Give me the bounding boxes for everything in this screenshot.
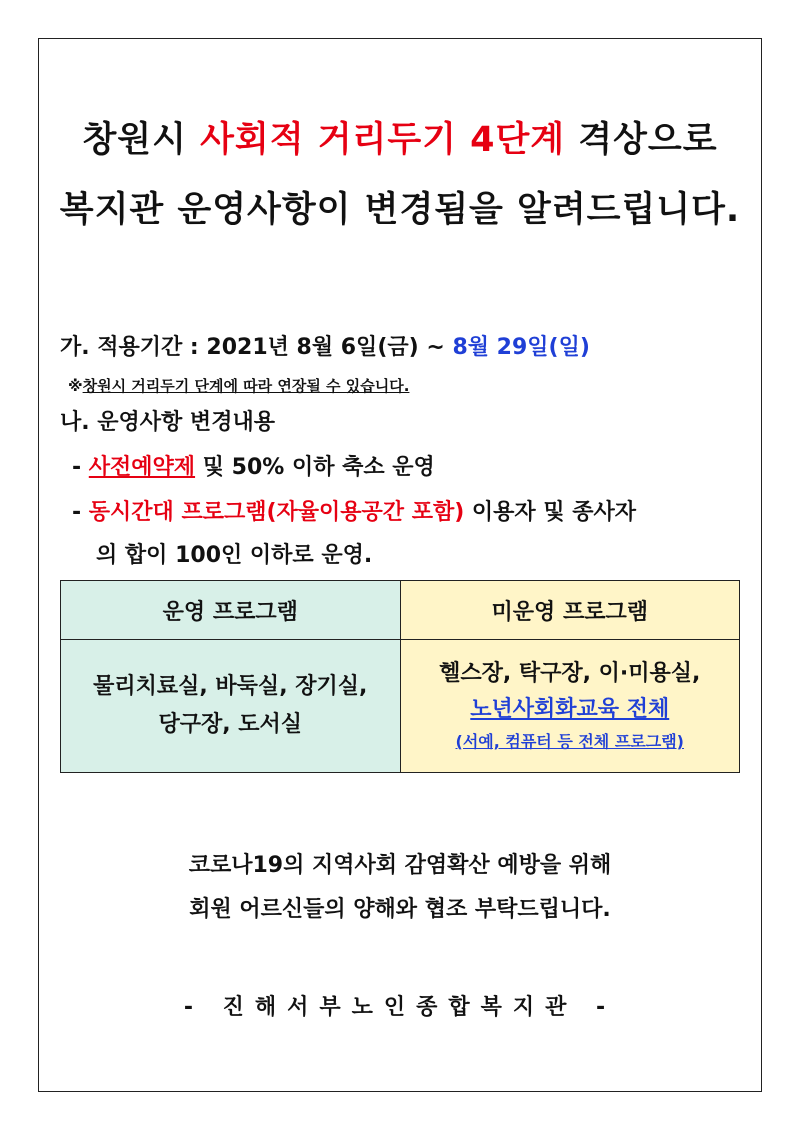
period-note [68,375,409,396]
change-item-capacity [72,495,636,526]
suspended-header: 미운영 프로그램 [400,581,740,640]
suspended-line: 헬스장, 탁구장, 이·미용실, [439,661,701,686]
change-item-reservation [72,450,435,481]
bullet-dash: - [72,455,89,480]
note-mark: ※ [68,377,83,395]
suspended-cell [400,640,740,773]
operating-cell [61,640,401,773]
capacity-highlight: 동시간대 프로그램(자율이용공간 포함) [88,500,465,525]
operating-line: 물리치료실, 바둑실, 장기실, [93,674,368,699]
note-text: 창원시 거리두기 단계에 따라 연장될 수 있습니다. [82,377,410,395]
capacity-rest: 이용자 및 종사자 [464,500,637,525]
bullet-dash: - [72,500,89,525]
heading-line-1 [0,112,800,162]
closing-line-1: 코로나19의 지역사회 감염확산 예방을 위해 [188,853,612,878]
period-end-date: 8월 29일(일) [452,335,590,360]
signature: - 진해서부노인종합복지관 - [183,995,617,1020]
suspended-education: 노년사회화교육 전체 [470,697,670,722]
heading-suffix: 격상으로 [565,120,718,160]
changes-title: 나. 운영사항 변경내용 [60,410,275,435]
closing-line-2: 회원 어르신들의 양해와 협조 부탁드립니다. [189,897,611,922]
heading-line-2: 복지관 운영사항이 변경됨을 알려드립니다. [59,190,741,230]
period-line [60,330,590,361]
reservation-highlight: 사전예약제 [88,455,196,480]
heading-prefix: 창원시 [82,120,201,160]
suspended-detail: (서예, 컴퓨터 등 전체 프로그램) [455,732,684,751]
reservation-rest: 및 50% 이하 축소 운영 [195,455,435,480]
operating-line: 당구장, 도서실 [158,712,303,737]
operating-header: 운영 프로그램 [61,581,401,640]
program-table [60,580,740,773]
change-item-capacity-cont: 의 합이 100인 이하로 운영. [96,543,373,568]
heading-highlight: 사회적 거리두기 4단계 [200,120,566,160]
period-label: 가. 적용기간 : 2021년 8월 6일(금) ~ [60,335,453,360]
